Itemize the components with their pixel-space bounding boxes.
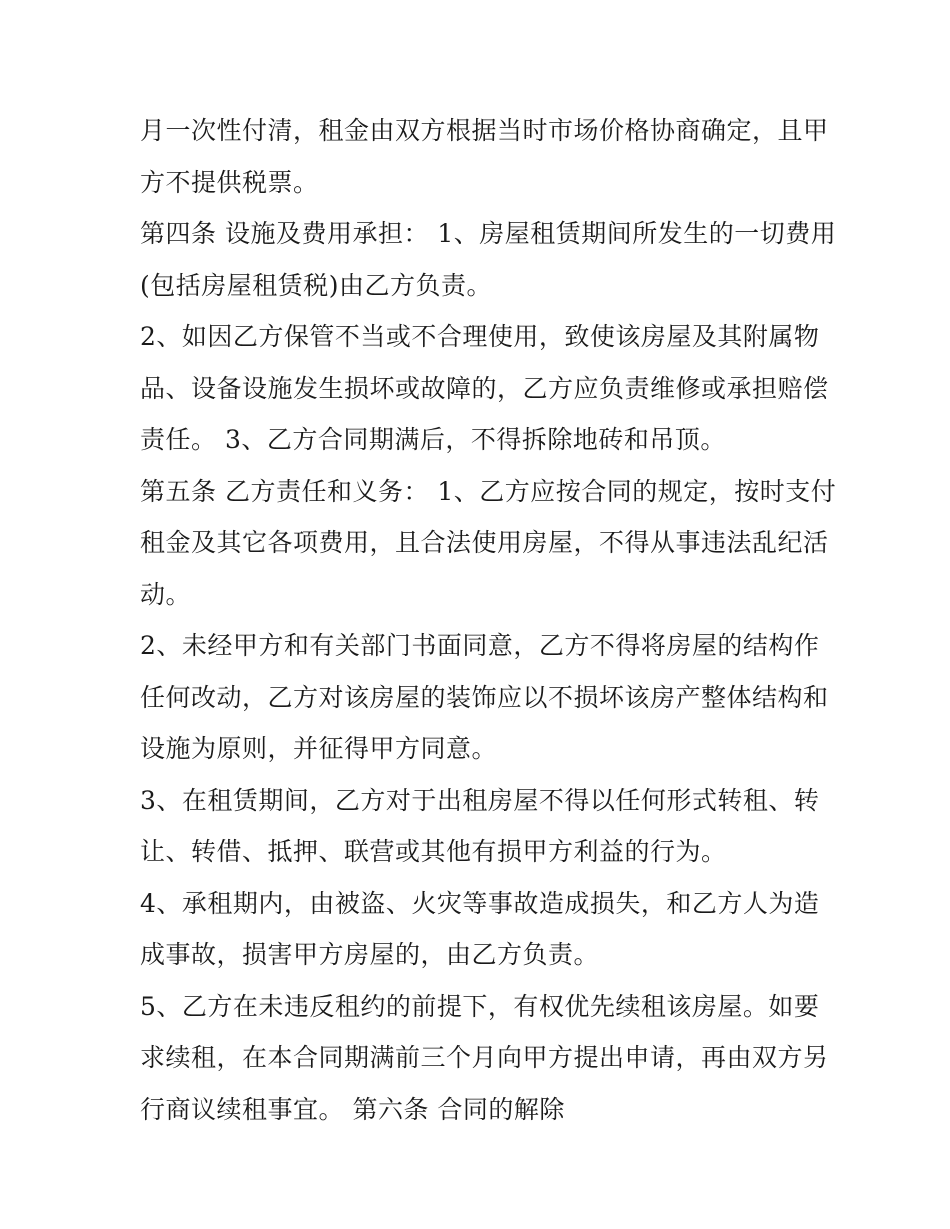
text-line: 责任。 3、乙方合同期满后，不得拆除地砖和吊顶。: [140, 425, 726, 454]
text-line: 求续租，在本合同期满前三个月向甲方提出申请，再由双方另: [140, 1043, 829, 1072]
text-line: 2、如因乙方保管不当或不合理使用，致使该房屋及其附属物: [140, 322, 820, 351]
text-line: 租金及其它各项费用，且合法使用房屋，不得从事违法乱纪活: [140, 528, 829, 557]
text-line: 成事故，损害甲方房屋的，由乙方负责。: [140, 940, 600, 969]
text-line: 任何改动，乙方对该房屋的装饰应以不损坏该房产整体结构和: [140, 682, 829, 712]
text-line: 设施为原则，并征得甲方同意。: [140, 734, 498, 763]
text-line: 方不提供税票。: [140, 167, 319, 197]
text-line: 第五条 乙方责任和义务： 1、乙方应按合同的规定，按时支付: [140, 476, 837, 506]
text-line: 4、承租期内，由被盗、火灾等事故造成损失，和乙方人为造: [140, 888, 820, 918]
text-line: 行商议续租事宜。 第六条 合同的解除: [140, 1094, 565, 1124]
text-line: 动。: [140, 579, 192, 609]
text-line: (包括房屋租赁税)由乙方负责。: [140, 270, 493, 300]
text-line: 让、转借、抵押、联营或其他有损甲方利益的行为。: [140, 837, 727, 866]
text-line: 第四条 设施及费用承担： 1、房屋租赁期间所发生的一切费用: [140, 219, 837, 248]
text-line: 2、未经甲方和有关部门书面同意，乙方不得将房屋的结构作: [140, 631, 820, 660]
text-line: 月一次性付清，租金由双方根据当时市场价格协商确定，且甲: [140, 116, 829, 145]
text-line: 5、乙方在未违反租约的前提下，有权优先续租该房屋。如要: [140, 991, 820, 1021]
document-body: [140, 105, 837, 1135]
text-line: 品、设备设施发生损坏或故障的，乙方应负责维修或承担赔偿: [140, 373, 829, 403]
text-line: 3、在租赁期间，乙方对于出租房屋不得以任何形式转租、转: [140, 785, 820, 815]
